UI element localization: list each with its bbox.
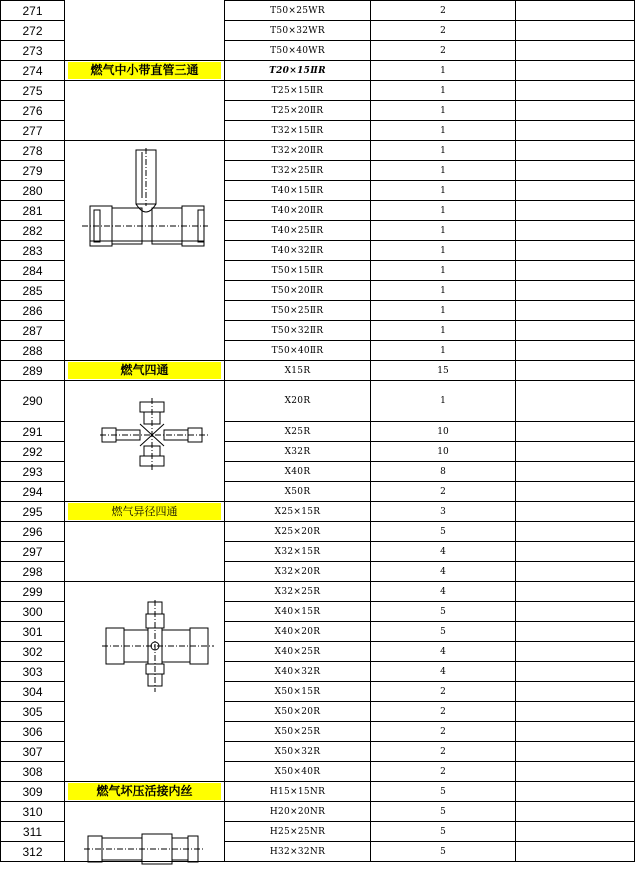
row-number[interactable]: 297 [1,542,65,562]
spec-cell[interactable]: X50×25R [225,722,371,742]
spec-cell[interactable]: T50×40ⅡR [225,341,371,361]
quantity-cell[interactable]: 2 [371,482,516,502]
quantity-cell[interactable]: 5 [371,522,516,542]
row-number[interactable]: 282 [1,221,65,241]
remark-cell[interactable] [516,321,635,341]
row-number[interactable]: 294 [1,482,65,502]
remark-cell[interactable] [516,422,635,442]
spec-cell[interactable]: X15R [225,361,371,381]
quantity-cell[interactable]: 5 [371,782,516,802]
table-body [1,1,635,862]
row-number[interactable]: 272 [1,21,65,41]
image-cell[interactable] [65,101,225,121]
table-row [1,482,635,502]
remark-cell[interactable] [516,141,635,161]
row-number[interactable]: 281 [1,201,65,221]
remark-cell[interactable] [516,722,635,742]
remark-cell[interactable] [516,442,635,462]
spec-cell[interactable]: X40×15R [225,602,371,622]
image-cell[interactable] [65,542,225,562]
row-number[interactable]: 303 [1,662,65,682]
remark-cell[interactable] [516,101,635,121]
section-title: 燃气中小带直管三通 [68,62,221,79]
remark-cell[interactable] [516,502,635,522]
quantity-cell[interactable]: 2 [371,41,516,61]
remark-cell[interactable] [516,361,635,381]
quantity-cell[interactable]: 8 [371,462,516,482]
row-number[interactable]: 310 [1,802,65,822]
spec-cell[interactable]: X25×15R [225,502,371,522]
table-row [1,81,635,101]
quantity-cell[interactable]: 1 [371,301,516,321]
spec-cell[interactable]: T40×20ⅡR [225,201,371,221]
quantity-cell[interactable]: 1 [371,241,516,261]
table-row [1,321,635,341]
remark-cell[interactable] [516,41,635,61]
row-number[interactable]: 305 [1,702,65,722]
quantity-cell[interactable]: 2 [371,1,516,21]
section-name-cell[interactable] [65,61,225,81]
image-cell[interactable] [65,1,225,21]
row-number[interactable]: 292 [1,442,65,462]
image-cell[interactable] [65,21,225,41]
row-number[interactable]: 307 [1,742,65,762]
quantity-cell[interactable]: 2 [371,742,516,762]
table-row [1,121,635,141]
row-number[interactable]: 274 [1,61,65,81]
quantity-cell[interactable]: 2 [371,682,516,702]
spec-cell[interactable]: T25×20ⅡR [225,101,371,121]
row-number[interactable]: 296 [1,522,65,542]
remark-cell[interactable] [516,742,635,762]
spec-cell[interactable]: X50R [225,482,371,502]
spec-cell[interactable]: X25×20R [225,522,371,542]
remark-cell[interactable] [516,241,635,261]
image-cell[interactable] [65,482,225,502]
table-row [1,702,635,722]
spec-cell[interactable]: X40×25R [225,642,371,662]
quantity-cell[interactable]: 10 [371,422,516,442]
spec-cell[interactable]: X50×40R [225,762,371,782]
table-row [1,301,635,321]
row-number[interactable]: 284 [1,261,65,281]
remark-cell[interactable] [516,1,635,21]
spec-cell[interactable]: T50×32WR [225,21,371,41]
image-cell[interactable] [65,281,225,301]
table-row [1,742,635,762]
table-row [1,622,635,642]
spec-cell[interactable]: X32×15R [225,542,371,562]
quantity-cell[interactable]: 1 [371,161,516,181]
remark-cell[interactable] [516,842,635,862]
row-number[interactable]: 285 [1,281,65,301]
spec-cell[interactable]: T32×25ⅡR [225,161,371,181]
table-row [1,762,635,782]
remark-cell[interactable] [516,522,635,542]
quantity-cell[interactable]: 1 [371,201,516,221]
spec-cell[interactable]: H20×20NR [225,802,371,822]
quantity-cell[interactable]: 5 [371,842,516,862]
table-row [1,61,635,81]
spec-cell[interactable]: X32×25R [225,582,371,602]
remark-cell[interactable] [516,662,635,682]
union-fitting-drawing [84,832,204,870]
row-number[interactable]: 290 [1,381,65,422]
spec-cell[interactable]: X50×32R [225,742,371,762]
table-row [1,1,635,21]
spec-cell[interactable]: T32×20ⅡR [225,141,371,161]
quantity-cell[interactable]: 1 [371,281,516,301]
image-cell[interactable] [65,802,225,822]
row-number[interactable]: 273 [1,41,65,61]
row-number[interactable]: 271 [1,1,65,21]
remark-cell[interactable] [516,542,635,562]
remark-cell[interactable] [516,81,635,101]
row-number[interactable]: 309 [1,782,65,802]
quantity-cell[interactable]: 10 [371,442,516,462]
quantity-cell[interactable]: 5 [371,622,516,642]
spec-cell[interactable]: T32×15ⅡR [225,121,371,141]
remark-cell[interactable] [516,622,635,642]
remark-cell[interactable] [516,341,635,361]
table-row [1,462,635,482]
spec-cell[interactable]: T20×15ⅡR [225,61,371,81]
spec-cell[interactable]: H32×32NR [225,842,371,862]
table-row [1,502,635,522]
remark-cell[interactable] [516,702,635,722]
remark-cell[interactable] [516,21,635,41]
table-row [1,422,635,442]
spec-cell[interactable]: X40×32R [225,662,371,682]
table-row [1,281,635,301]
reducing-cross-drawing [102,600,214,692]
quantity-cell[interactable]: 1 [371,321,516,341]
spec-cell[interactable]: X50×15R [225,682,371,702]
image-cell[interactable] [65,321,225,341]
row-number[interactable]: 291 [1,422,65,442]
remark-cell[interactable] [516,201,635,221]
quantity-cell[interactable]: 5 [371,822,516,842]
remark-cell[interactable] [516,301,635,321]
remark-cell[interactable] [516,482,635,502]
table-row [1,261,635,281]
spec-cell[interactable]: T25×15ⅡR [225,81,371,101]
table-row [1,782,635,802]
quantity-cell[interactable]: 1 [371,101,516,121]
row-number[interactable]: 287 [1,321,65,341]
row-number[interactable]: 311 [1,822,65,842]
spec-cell[interactable]: T40×32ⅡR [225,241,371,261]
image-cell[interactable] [65,341,225,361]
image-cell[interactable] [65,261,225,281]
table-row [1,361,635,381]
quantity-cell[interactable]: 5 [371,802,516,822]
spec-cell[interactable]: T50×40WR [225,41,371,61]
row-number[interactable]: 289 [1,361,65,381]
row-number[interactable]: 299 [1,582,65,602]
quantity-cell[interactable]: 2 [371,702,516,722]
table-row [1,722,635,742]
remark-cell[interactable] [516,261,635,281]
table-row [1,341,635,361]
spec-cell[interactable]: T50×20ⅡR [225,281,371,301]
section-title: 燃气四通 [68,362,221,379]
table-row [1,642,635,662]
row-number[interactable]: 306 [1,722,65,742]
table-row [1,21,635,41]
table-row [1,562,635,582]
row-number[interactable]: 276 [1,101,65,121]
quantity-cell[interactable]: 4 [371,582,516,602]
image-cell[interactable] [65,81,225,101]
quantity-cell[interactable]: 2 [371,21,516,41]
spec-cell[interactable]: X32×20R [225,562,371,582]
table-row [1,682,635,702]
remark-cell[interactable] [516,161,635,181]
remark-cell[interactable] [516,181,635,201]
quantity-cell[interactable]: 1 [371,81,516,101]
image-cell[interactable] [65,702,225,722]
row-number[interactable]: 302 [1,642,65,662]
remark-cell[interactable] [516,822,635,842]
spec-cell[interactable]: T50×25ⅡR [225,301,371,321]
spec-cell[interactable]: X40R [225,462,371,482]
section-name-cell[interactable] [65,782,225,802]
remark-cell[interactable] [516,782,635,802]
section-title: 燃气异径四通 [68,503,221,520]
spec-cell[interactable]: X40×20R [225,622,371,642]
quantity-cell[interactable]: 1 [371,121,516,141]
quantity-cell[interactable]: 1 [371,61,516,81]
table-row [1,582,635,602]
quantity-cell[interactable]: 4 [371,642,516,662]
quantity-cell[interactable]: 2 [371,762,516,782]
remark-cell[interactable] [516,121,635,141]
spec-cell[interactable]: X32R [225,442,371,462]
spec-cell[interactable]: T40×15ⅡR [225,181,371,201]
image-cell[interactable] [65,742,225,762]
quantity-cell[interactable]: 2 [371,722,516,742]
remark-cell[interactable] [516,61,635,81]
section-title: 燃气坏压活接内丝 [68,783,221,800]
quantity-cell[interactable]: 1 [371,221,516,241]
spec-cell[interactable]: T50×32ⅡR [225,321,371,341]
remark-cell[interactable] [516,562,635,582]
table-row [1,41,635,61]
quantity-cell[interactable]: 5 [371,602,516,622]
table-row [1,662,635,682]
image-cell[interactable] [65,722,225,742]
row-number[interactable]: 283 [1,241,65,261]
quantity-cell[interactable]: 3 [371,502,516,522]
row-number[interactable]: 298 [1,562,65,582]
quantity-cell[interactable]: 4 [371,562,516,582]
row-number[interactable]: 293 [1,462,65,482]
quantity-cell[interactable]: 4 [371,542,516,562]
remark-cell[interactable] [516,762,635,782]
section-name-cell[interactable] [65,361,225,381]
remark-cell[interactable] [516,682,635,702]
quantity-cell[interactable]: 1 [371,181,516,201]
quantity-cell[interactable]: 1 [371,141,516,161]
row-number[interactable]: 300 [1,602,65,622]
remark-cell[interactable] [516,602,635,622]
quantity-cell[interactable]: 1 [371,381,516,422]
remark-cell[interactable] [516,221,635,241]
row-number[interactable]: 277 [1,121,65,141]
remark-cell[interactable] [516,582,635,602]
spec-cell[interactable]: T50×25WR [225,1,371,21]
row-number[interactable]: 278 [1,141,65,161]
section-name-cell[interactable] [65,502,225,522]
row-number[interactable]: 288 [1,341,65,361]
cross-fitting-drawing [100,398,210,470]
spec-cell[interactable]: T40×25ⅡR [225,221,371,241]
remark-cell[interactable] [516,462,635,482]
spec-cell[interactable]: X25R [225,422,371,442]
quantity-cell[interactable]: 15 [371,361,516,381]
row-number[interactable]: 304 [1,682,65,702]
image-cell[interactable] [65,522,225,542]
image-cell[interactable] [65,301,225,321]
spec-cell[interactable]: H25×25NR [225,822,371,842]
spec-cell[interactable]: T50×15ⅡR [225,261,371,281]
row-number[interactable]: 308 [1,762,65,782]
row-number[interactable]: 295 [1,502,65,522]
table-row [1,602,635,622]
table-row [1,542,635,562]
quantity-cell[interactable]: 1 [371,341,516,361]
row-number[interactable]: 280 [1,181,65,201]
row-number[interactable]: 286 [1,301,65,321]
image-cell[interactable] [65,562,225,582]
spec-cell[interactable]: X20R [225,381,371,422]
quantity-cell[interactable]: 1 [371,261,516,281]
table-row [1,442,635,462]
spec-cell[interactable]: H15×15NR [225,782,371,802]
row-number[interactable]: 279 [1,161,65,181]
spec-cell[interactable]: X50×20R [225,702,371,722]
table-row [1,381,635,422]
image-cell[interactable] [65,582,225,602]
row-number[interactable]: 275 [1,81,65,101]
remark-cell[interactable] [516,281,635,301]
table-row [1,802,635,822]
image-cell[interactable] [65,121,225,141]
tee-fitting-drawing [80,148,210,252]
remark-cell[interactable] [516,642,635,662]
row-number[interactable]: 312 [1,842,65,862]
remark-cell[interactable] [516,802,635,822]
remark-cell[interactable] [516,381,635,422]
image-cell[interactable] [65,41,225,61]
row-number[interactable]: 301 [1,622,65,642]
table-row [1,522,635,542]
image-cell[interactable] [65,762,225,782]
quantity-cell[interactable]: 4 [371,662,516,682]
table-row [1,101,635,121]
